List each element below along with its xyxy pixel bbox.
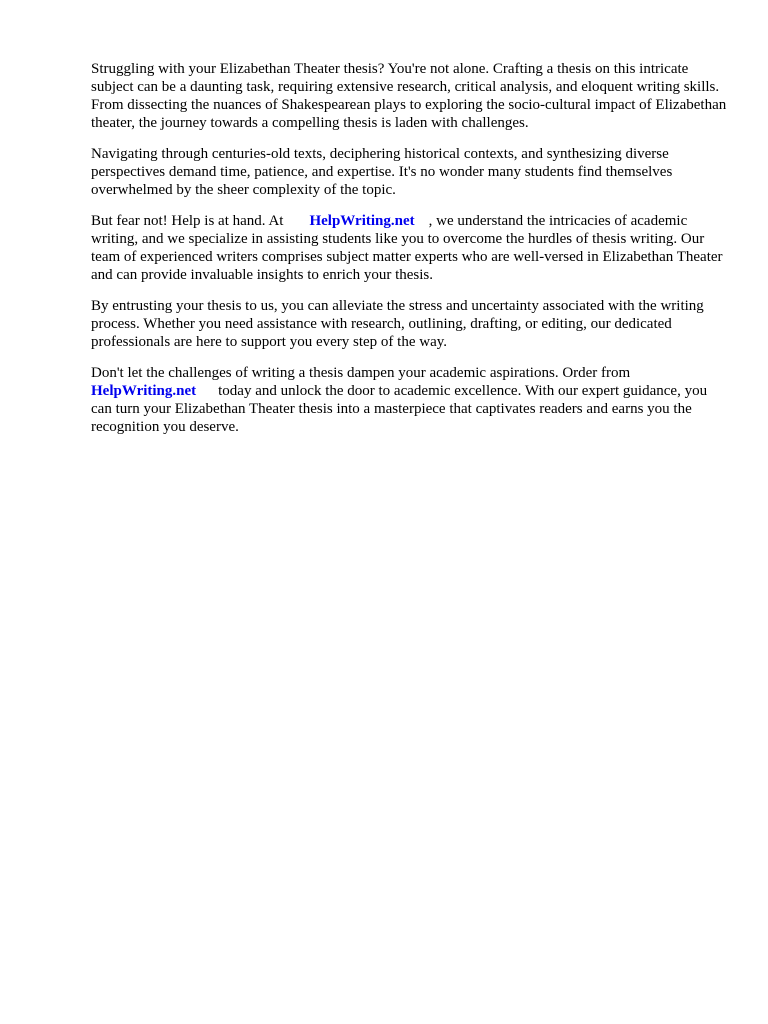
paragraph-intro: Struggling with your Elizabethan Theater thesis? You're not alone. Crafting a thesis on this intricate subject can be a daunting task, requiring extensive research, critical analysis, and eloquent writing skills. From dissecting the nuances of Shakespearean plays to exploring the socio-cultural impact of Elizabethan theater, the journey towards a compelling thesis is laden with challenges. [91, 61, 727, 131]
helpwriting-link[interactable]: HelpWriting.net [309, 213, 415, 229]
paragraph-help-after: , we understand the intricacies of academic writing, and we specialize in assisting students like you to overcome the hurdles of thesis writing. Our team of experienced writers comprises subject matter experts who are well-versed in Elizabethan Theater and can provide invaluable insights to enrich your thesis. [91, 213, 723, 283]
paragraph-closing-after: today and unlock the door to academic excellence. With our expert guidance, you can turn your Elizabethan Theater thesis into a masterpiece that captivates readers and earns you the recognition you deserve. [91, 383, 708, 435]
helpwriting-link-order[interactable]: HelpWriting.net [91, 383, 197, 399]
paragraph-entrusting: By entrusting your thesis to us, you can alleviate the stress and uncertainty associated with the writing process. Whether you need assistance with research, outlining, drafting, or editing, our dedicated professionals are here to support you every step of the way. [91, 298, 704, 350]
paragraph-closing-before: Don't let the challenges of writing a thesis dampen your academic aspirations. Order from [91, 365, 631, 381]
paragraph-help [91, 212, 731, 284]
document-body [91, 60, 731, 449]
paragraph-help-before: But fear not! Help is at hand. At [91, 213, 284, 229]
paragraph-challenges: Navigating through centuries-old texts, deciphering historical contexts, and synthesizing diverse perspectives demand time, patience, and expertise. It's no wonder many students find themselves overwhelmed by the sheer complexity of the topic. [91, 146, 673, 198]
paragraph-closing [91, 364, 731, 436]
